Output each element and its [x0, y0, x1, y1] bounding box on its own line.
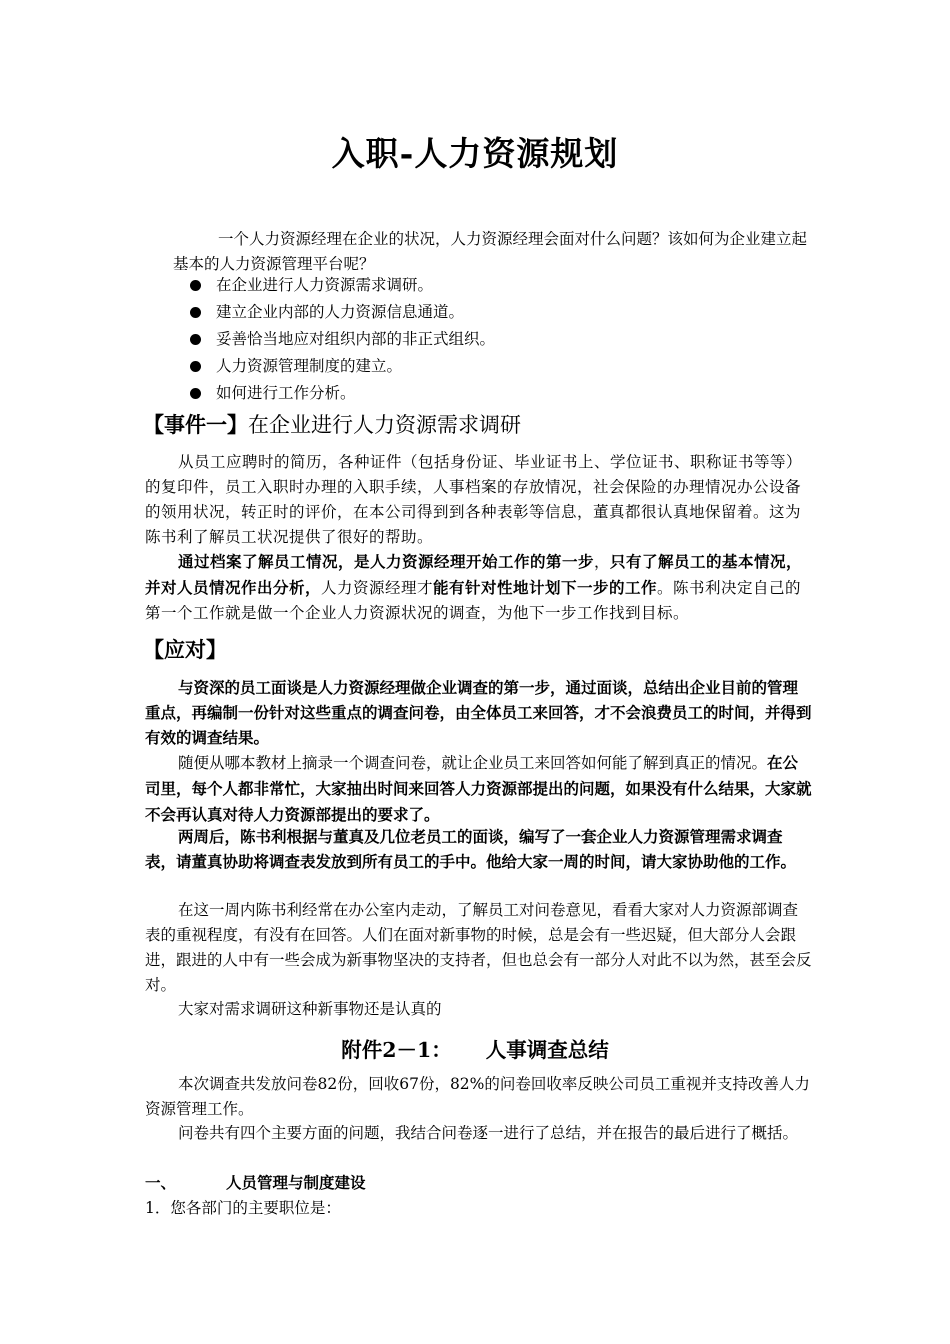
- event-paragraph-1: 从员工应聘时的简历，各种证件（包括身份证、毕业证书上、学位证书、职称证书等等）的复印件，员工入职时办理的入职手续，人事档案的存放情况，社会保险的办理情况办公设备的领用状况，转正时的评价，在本公司得到到各种表彰等信息，董真都很认真地保留着。这为陈书利了解员工状况提供了很好的帮助。: [145, 453, 803, 546]
- response-paragraph-4: 在这一周内陈书利经常在办公室内走动，了解员工对问卷意见，看看大家对人力资源部调查表的重视程度，有没有在回答。人们在面对新事物的时候，总是会有一些迟疑，但大部分人会跟进，跟进的人中有一些会成为新事物坚决的支持者，但也总会有一部分人对此不以为然，甚至会反对。: [145, 901, 812, 994]
- question-item: 1．您各部门的主要职位是：: [145, 1199, 341, 1217]
- summary-paragraph-1: 本次调查共发放问卷82份，回收67份，82%的问卷回收率反映公司员工重视并支持改善人力资源管理工作。: [145, 1075, 810, 1118]
- appendix-heading: 附件2－1： 人事调查总结: [341, 1038, 609, 1062]
- list-item: 建立企业内部的人力资源信息通道。: [188, 299, 495, 326]
- response-paragraph-3: 两周后，陈书利根据与董真及几位老员工的面谈，编写了一套企业人力资源管理需求调查表，请董真协助将调查表发放到所有员工的手中。他给大家一周的时间，请大家协助他的工作。: [145, 827, 797, 871]
- event-heading: 【事件一】在企业进行人力资源需求调研: [143, 412, 521, 437]
- intro-paragraph: 一个人力资源经理在企业的状况，人力资源经理会面对什么问题？该如何为企业建立起基本的人力资源管理平台呢？: [173, 230, 808, 273]
- list-item: 妥善恰当地应对组织内部的非正式组织。: [188, 326, 495, 353]
- list-item: 如何进行工作分析。: [188, 380, 495, 407]
- topic-list: [188, 272, 495, 407]
- bullet-icon: [190, 334, 201, 345]
- response-heading: 【应对】: [143, 637, 227, 662]
- response-paragraph-2: 随便从哪本教材上摘录一个调查问卷，就让企业员工来回答如何能了解到真正的情况。在公司里，每个人都非常忙，大家抽出时间来回答人力资源部提出的问题，如果没有什么结果，大家就不会再认真对待人力资源部提出的要求了。: [145, 753, 812, 824]
- response-paragraph-1: 与资深的员工面谈是人力资源经理做企业调查的第一步，通过面谈，总结出企业目前的管理重点，再编制一份针对这些重点的调查问卷，由全体员工来回答，才不会浪费员工的时间，并得到有效的调查结果。: [145, 678, 812, 747]
- event-paragraph-2: 通过档案了解员工情况，是人力资源经理开始工作的第一步，只有了解员工的基本情况，并对人员情况作出分析，人力资源经理才能有针对性地计划下一步的工作。陈书利决定自己的第一个工作就是做一个企业人力资源状况的调查，为他下一步工作找到目标。: [145, 552, 803, 622]
- response-paragraph-5: 大家对需求调研这种新事物还是认真的: [178, 1000, 442, 1018]
- summary-paragraph-2: 问卷共有四个主要方面的问题，我结合问卷逐一进行了总结，并在报告的最后进行了概括。: [178, 1124, 799, 1142]
- list-item: 人力资源管理制度的建立。: [188, 353, 495, 380]
- list-item: 在企业进行人力资源需求调研。: [188, 272, 495, 299]
- bullet-icon: [190, 361, 201, 372]
- section-heading: 一、 人员管理与制度建设: [145, 1173, 366, 1192]
- bullet-icon: [190, 307, 201, 318]
- bullet-icon: [190, 280, 201, 291]
- page-title: 入职-人力资源规划: [331, 134, 619, 173]
- bullet-icon: [190, 388, 201, 399]
